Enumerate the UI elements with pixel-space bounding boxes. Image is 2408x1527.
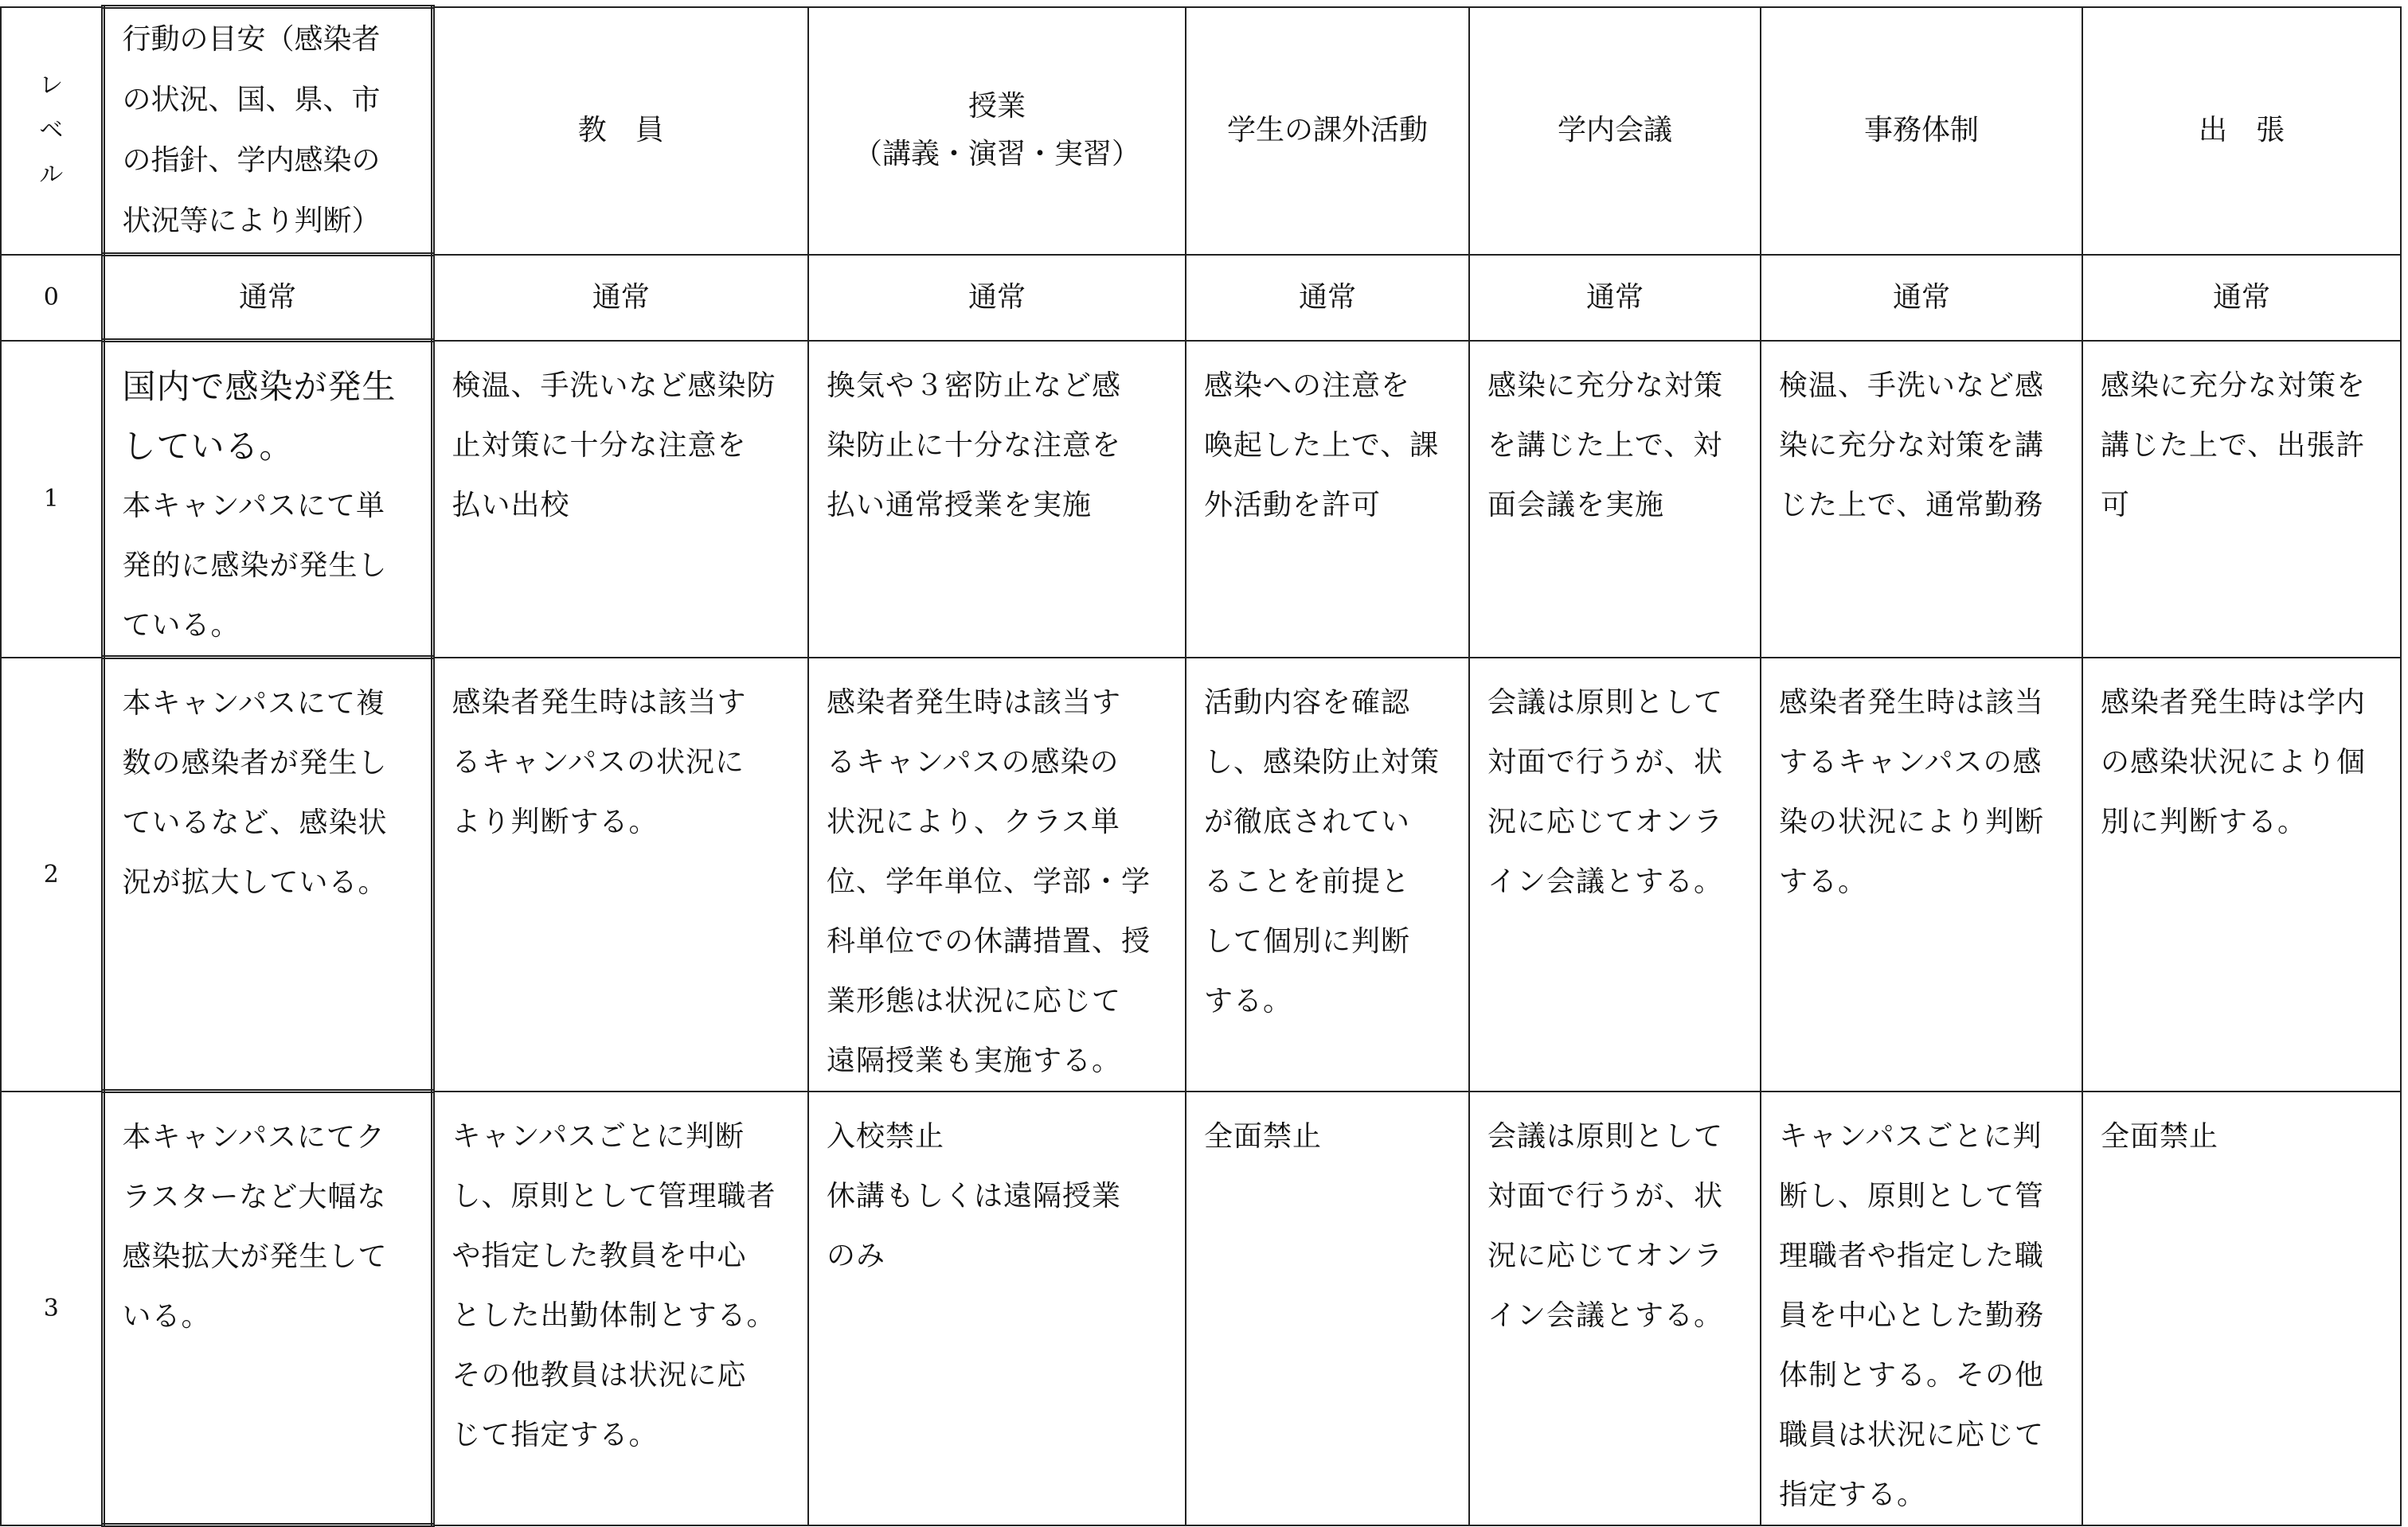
- classes-cell: 通常: [808, 255, 1186, 341]
- meetings-cell: 会議は原則として 対面で行うが、状 況に応じてオンラ イン会議とする。: [1469, 1092, 1761, 1525]
- header-office: 事務体制: [1761, 7, 2082, 255]
- classes-cell: 換気や３密防止など感 染防止に十分な注意を 払い通常授業を実施: [808, 341, 1186, 658]
- classes-cell: 入校禁止 休講もしくは遠隔授業 のみ: [808, 1092, 1186, 1525]
- guide-cell: 国内で感染が発生 している。 本キャンパスにて単 発的に感染が発生し ている。: [103, 341, 432, 658]
- extracurricular-cell: 感染への注意を 喚起した上で、課 外活動を許可: [1186, 341, 1469, 658]
- meetings-cell: 会議は原則として 対面で行うが、状 況に応じてオンラ イン会議とする。: [1469, 658, 1761, 1092]
- travel-cell: 感染者発生時は学内 の感染状況により個 別に判断する。: [2082, 658, 2401, 1092]
- office-cell: 通常: [1761, 255, 2082, 341]
- table-row: [1, 341, 2401, 658]
- header-extracurricular: 学生の課外活動: [1186, 7, 1469, 255]
- header-faculty: 教 員: [432, 7, 808, 255]
- extracurricular-cell: 活動内容を確認 し、感染防止対策 が徹底されてい ることを前提と して個別に判断 する。: [1186, 658, 1469, 1092]
- guide-cell: 本キャンパスにて複 数の感染者が発生し ているなど、感染状 況が拡大している。: [103, 658, 432, 1092]
- level-cell: 0: [1, 255, 103, 341]
- meetings-cell: 通常: [1469, 255, 1761, 341]
- meetings-cell: 感染に充分な対策 を講じた上で、対 面会議を実施: [1469, 341, 1761, 658]
- level-cell: 3: [1, 1092, 103, 1525]
- travel-cell: 感染に充分な対策を 講じた上で、出張許 可: [2082, 341, 2401, 658]
- travel-cell: 全面禁止: [2082, 1092, 2401, 1525]
- guide-cell: 本キャンパスにてク ラスターなど大幅な 感染拡大が発生して いる。: [103, 1092, 432, 1525]
- travel-cell: 通常: [2082, 255, 2401, 341]
- header-guide: 行動の目安（感染者 の状況、国、県、市 の指針、学内感染の 状況等により判断）: [103, 7, 432, 255]
- infection-level-policy-table: [0, 5, 2402, 1527]
- header-level: レ ベ ル: [1, 7, 103, 255]
- faculty-cell: 感染者発生時は該当す るキャンパスの状況に より判断する。: [432, 658, 808, 1092]
- level-cell: 2: [1, 658, 103, 1092]
- header-meetings: 学内会議: [1469, 7, 1761, 255]
- header-travel: 出 張: [2082, 7, 2401, 255]
- table-row: [1, 255, 2401, 341]
- faculty-cell: 通常: [432, 255, 808, 341]
- extracurricular-cell: 全面禁止: [1186, 1092, 1469, 1525]
- table-row: [1, 1092, 2401, 1525]
- header-classes: 授業 （講義・演習・実習）: [808, 7, 1186, 255]
- faculty-cell: 検温、手洗いなど感染防 止対策に十分な注意を 払い出校: [432, 341, 808, 658]
- office-cell: 感染者発生時は該当 するキャンパスの感 染の状況により判断 する。: [1761, 658, 2082, 1092]
- office-cell: キャンパスごとに判 断し、原則として管 理職者や指定した職 員を中心とした勤務 体制とする。その他 職員は状況に応じて 指定する。: [1761, 1092, 2082, 1525]
- office-cell: 検温、手洗いなど感 染に充分な対策を講 じた上で、通常勤務: [1761, 341, 2082, 658]
- level-cell: 1: [1, 341, 103, 658]
- guide-cell: 通常: [103, 255, 432, 341]
- faculty-cell: キャンパスごとに判断 し、原則として管理職者 や指定した教員を中心 とした出勤体制とする。 その他教員は状況に応 じて指定する。: [432, 1092, 808, 1525]
- classes-cell: 感染者発生時は該当す るキャンパスの感染の 状況により、クラス単 位、学年単位、学部・学 科単位での休講措置、授 業形態は状況に応じて 遠隔授業も実施する。: [808, 658, 1186, 1092]
- header-row: [1, 7, 2401, 255]
- table-row: [1, 658, 2401, 1092]
- extracurricular-cell: 通常: [1186, 255, 1469, 341]
- policy-table-wrapper: [0, 5, 2402, 1527]
